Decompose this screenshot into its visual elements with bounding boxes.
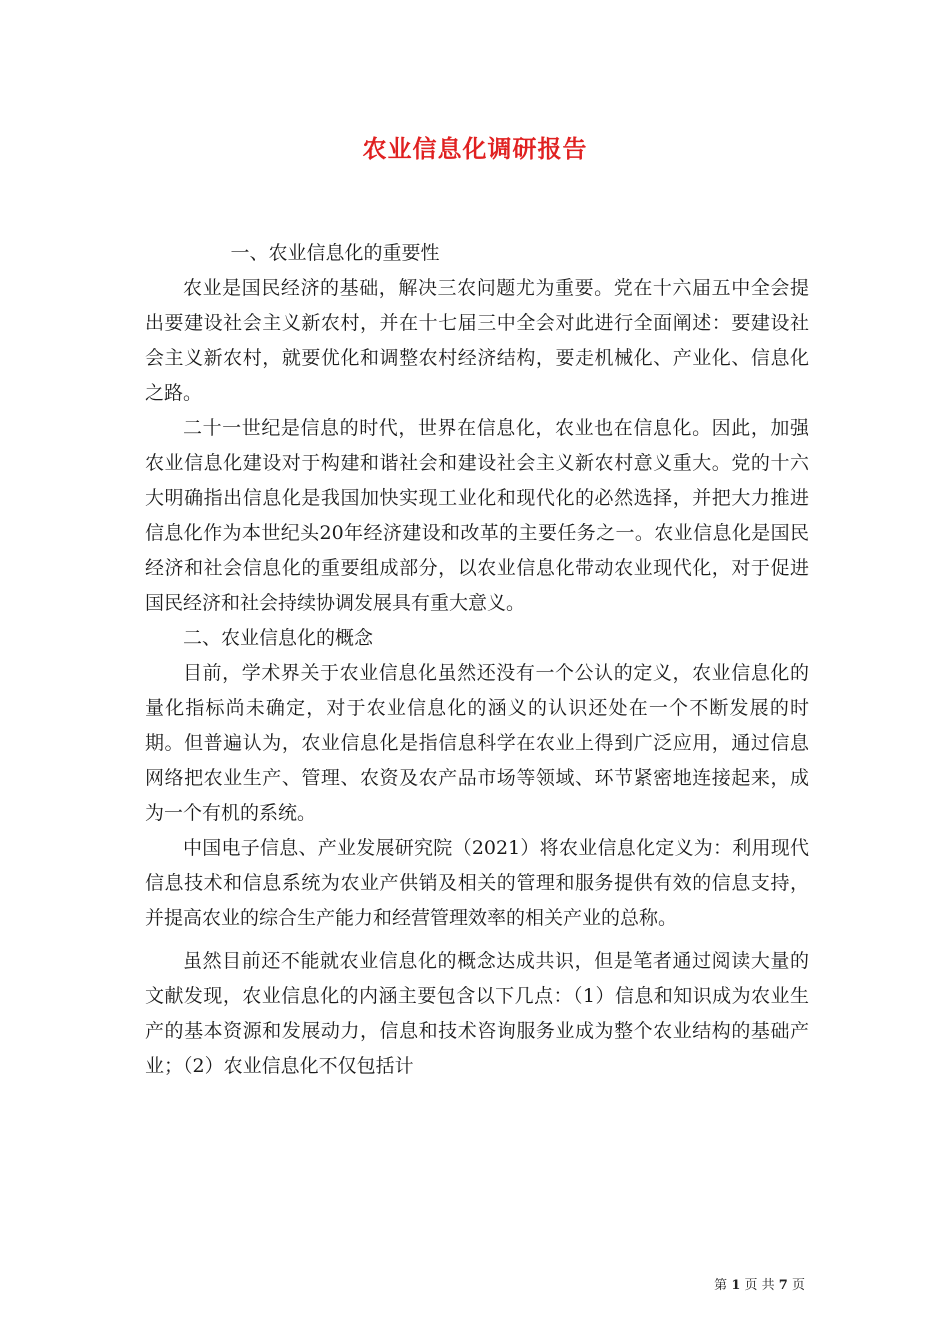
- paragraph: 目前，学术界关于农业信息化虽然还没有一个公认的定义，农业信息化的量化指标尚未确定，对于农业信息化的涵义的认识还处在一个不断发展的时期。但普遍认为，农业信息化是指信息科学在农业上得到广泛应用，通过信息网络把农业生产、管理、农资及农产品市场等领域、环节紧密地连接起来，成为一个有机的系统。: [145, 662, 809, 824]
- document-body: [145, 236, 809, 1084]
- section-heading-concept: 二、农业信息化的概念: [183, 627, 374, 649]
- paragraph: 中国电子信息、产业发展研究院（2021）将农业信息化定义为：利用现代信息技术和信息系统为农业产供销及相关的管理和服务提供有效的信息支持，并提高农业的综合生产能力和经营管理效率的相关产业的总称。: [145, 837, 809, 929]
- footer-middle: 页 共: [744, 1278, 775, 1293]
- section-heading-importance: 一、农业信息化的重要性: [230, 242, 440, 264]
- footer-page-number: 1: [731, 1278, 741, 1293]
- paragraph: 农业是国民经济的基础，解决三农问题尤为重要。党在十六届五中全会提出要建设社会主义新农村，并在十七届三中全会对此进行全面阐述：要建设社会主义新农村，就要优化和调整农村经济结构，要走机械化、产业化、信息化之路。: [145, 277, 809, 404]
- footer-total-pages: 7: [778, 1278, 788, 1293]
- footer-prefix: 第: [714, 1278, 728, 1293]
- paragraph: 虽然目前还不能就农业信息化的概念达成共识，但是笔者通过阅读大量的文献发现，农业信息化的内涵主要包含以下几点：（1）信息和知识成为农业生产的基本资源和发展动力，信息和技术咨询服务业成为整个农业结构的基础产业；（2）农业信息化不仅包括计: [145, 950, 809, 1077]
- page-footer: [714, 1277, 805, 1295]
- footer-suffix: 页: [791, 1278, 805, 1293]
- document-title: 农业信息化调研报告: [362, 134, 588, 163]
- paragraph: 二十一世纪是信息的时代，世界在信息化，农业也在信息化。因此，加强农业信息化建设对于构建和谐社会和建设社会主义新农村意义重大。党的十六大明确指出信息化是我国加快实现工业化和现代化的必然选择，并把大力推进信息化作为本世纪头20年经济建设和改革的主要任务之一。农业信息化是国民经济和社会信息化的重要组成部分，以农业信息化带动农业现代化，对于促进国民经济和社会持续协调发展具有重大意义。: [145, 417, 809, 614]
